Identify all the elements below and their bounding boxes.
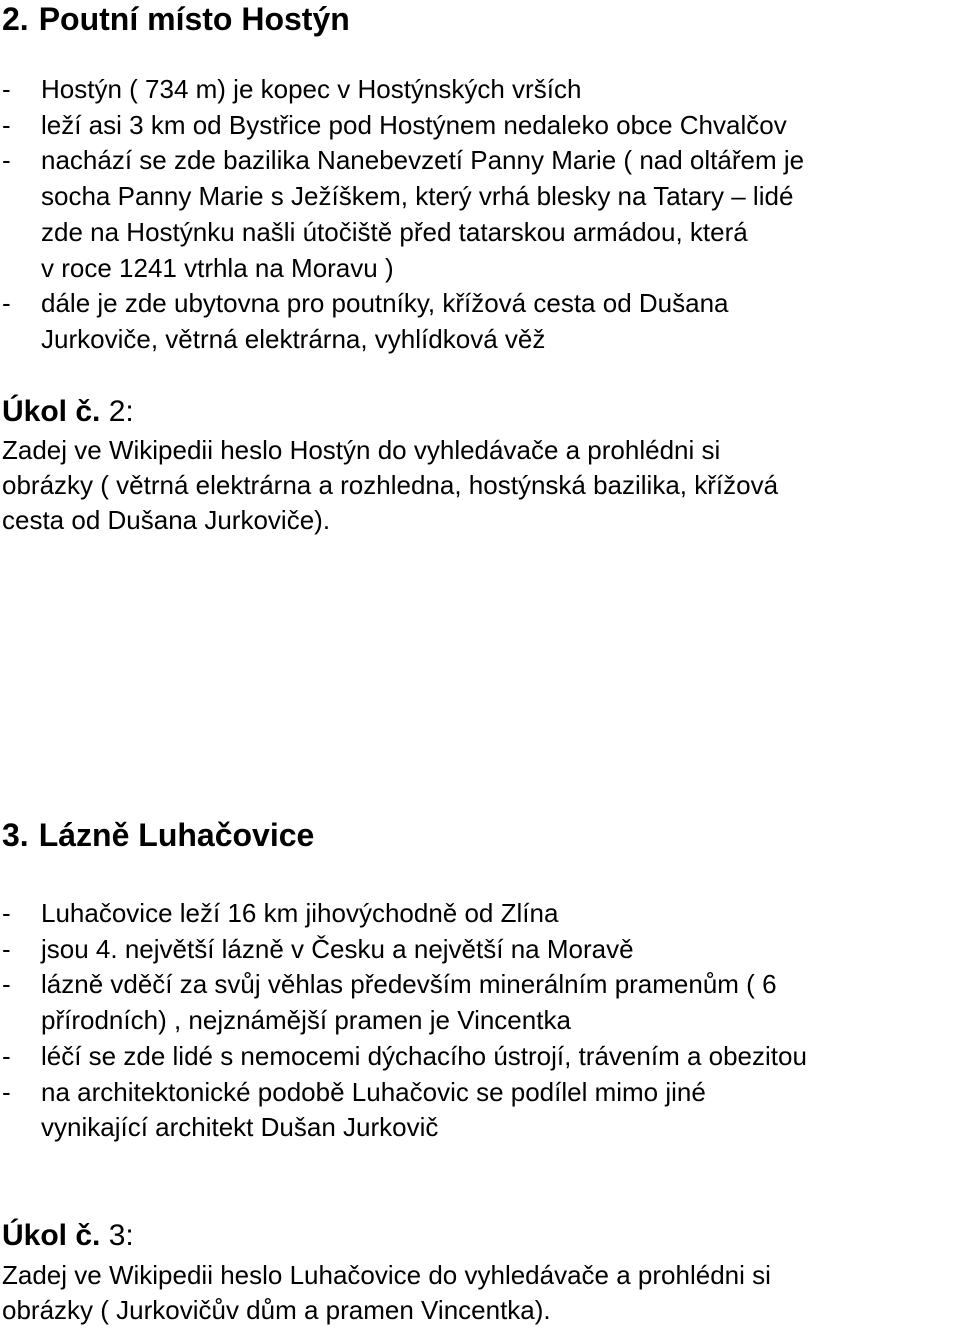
bullet-dash: - (2, 109, 11, 140)
list-item-text: Hostýn ( 734 m) je kopec v Hostýnských vrších (41, 74, 582, 104)
list-item-text: dále je zde ubytovna pro poutníky, křížová cesta od Dušana Jurkoviče, větrná elektrárna, vyhlídková věž (41, 288, 729, 354)
task-2-text: Zadej ve Wikipedii heslo Hostýn do vyhledávače a prohlédni si obrázky ( větrná elektrárna a rozhledna, hostýnská bazilika, křížová cesta od Dušana Jurkoviče). (2, 435, 779, 535)
task-3-text: Zadej ve Wikipedii heslo Luhačovice do vyhledávače a prohlédni si obrázky ( Jurkovičův dům a pramen Vincentka). (2, 1260, 771, 1325)
list-item-text: lázně vděčí za svůj věhlas především minerálním pramenům ( 6 přírodních) , nejznámější pramen je Vincentka (41, 969, 777, 1036)
task-2-title (2, 394, 134, 430)
bullet-dash: - (2, 898, 11, 928)
section-3-title: Lázně Luhačovice (38, 817, 315, 853)
list-item (0, 143, 960, 286)
section-3-list (0, 896, 960, 1146)
bullet-dash: - (2, 1076, 11, 1107)
bullet-dash: - (2, 145, 11, 176)
task-3-number: 3: (108, 1219, 134, 1252)
bullet-dash: - (2, 1040, 11, 1071)
list-item-text: jsou 4. největší lázně v Česku a největší na Moravě (41, 933, 634, 964)
list-item-text: na architektonické podobě Luhačovic se podílel mimo jiné vynikající architekt Dušan Jurkovič (41, 1076, 706, 1143)
bullet-dash: - (2, 933, 11, 964)
section-3-heading (2, 816, 314, 854)
list-item (0, 286, 960, 357)
list-item-text: léčí se zde lidé s nemocemi dýchacího ústrojí, trávením a obezitou (41, 1040, 807, 1071)
list-item-text: Luhačovice leží 16 km jihovýchodně od Zlína (41, 898, 559, 928)
section-2-list (0, 72, 960, 358)
section-2-number: 2. (2, 1, 29, 37)
list-item (0, 108, 960, 144)
section-2-heading (2, 0, 350, 38)
list-item (0, 896, 960, 932)
task-3-title (2, 1218, 134, 1254)
bullet-dash: - (2, 969, 11, 1000)
list-item (0, 967, 960, 1038)
list-item-text: nachází se zde bazilika Nanebevzetí Panny Marie ( nad oltářem je socha Panny Marie s Ježíškem, který vrhá blesky na Tatary – lidé zde na Hostýnku našli útočiště před tatarskou armádou, která v roce 1241 vtrhla na Moravu ) (41, 145, 805, 283)
list-item-text: leží asi 3 km od Bystřice pod Hostýnem nedaleko obce Chvalčov (41, 109, 787, 140)
section-2-title: Poutní místo Hostýn (38, 1, 350, 37)
bullet-dash: - (2, 288, 11, 319)
section-3-number: 3. (2, 817, 29, 853)
list-item (0, 72, 960, 108)
bullet-dash: - (2, 74, 11, 104)
list-item (0, 1075, 960, 1146)
list-item (0, 932, 960, 968)
task-2-label: Úkol č. (2, 395, 101, 428)
task-2-number: 2: (108, 395, 134, 428)
task-3-label: Úkol č. (2, 1219, 101, 1252)
list-item (0, 1039, 960, 1075)
